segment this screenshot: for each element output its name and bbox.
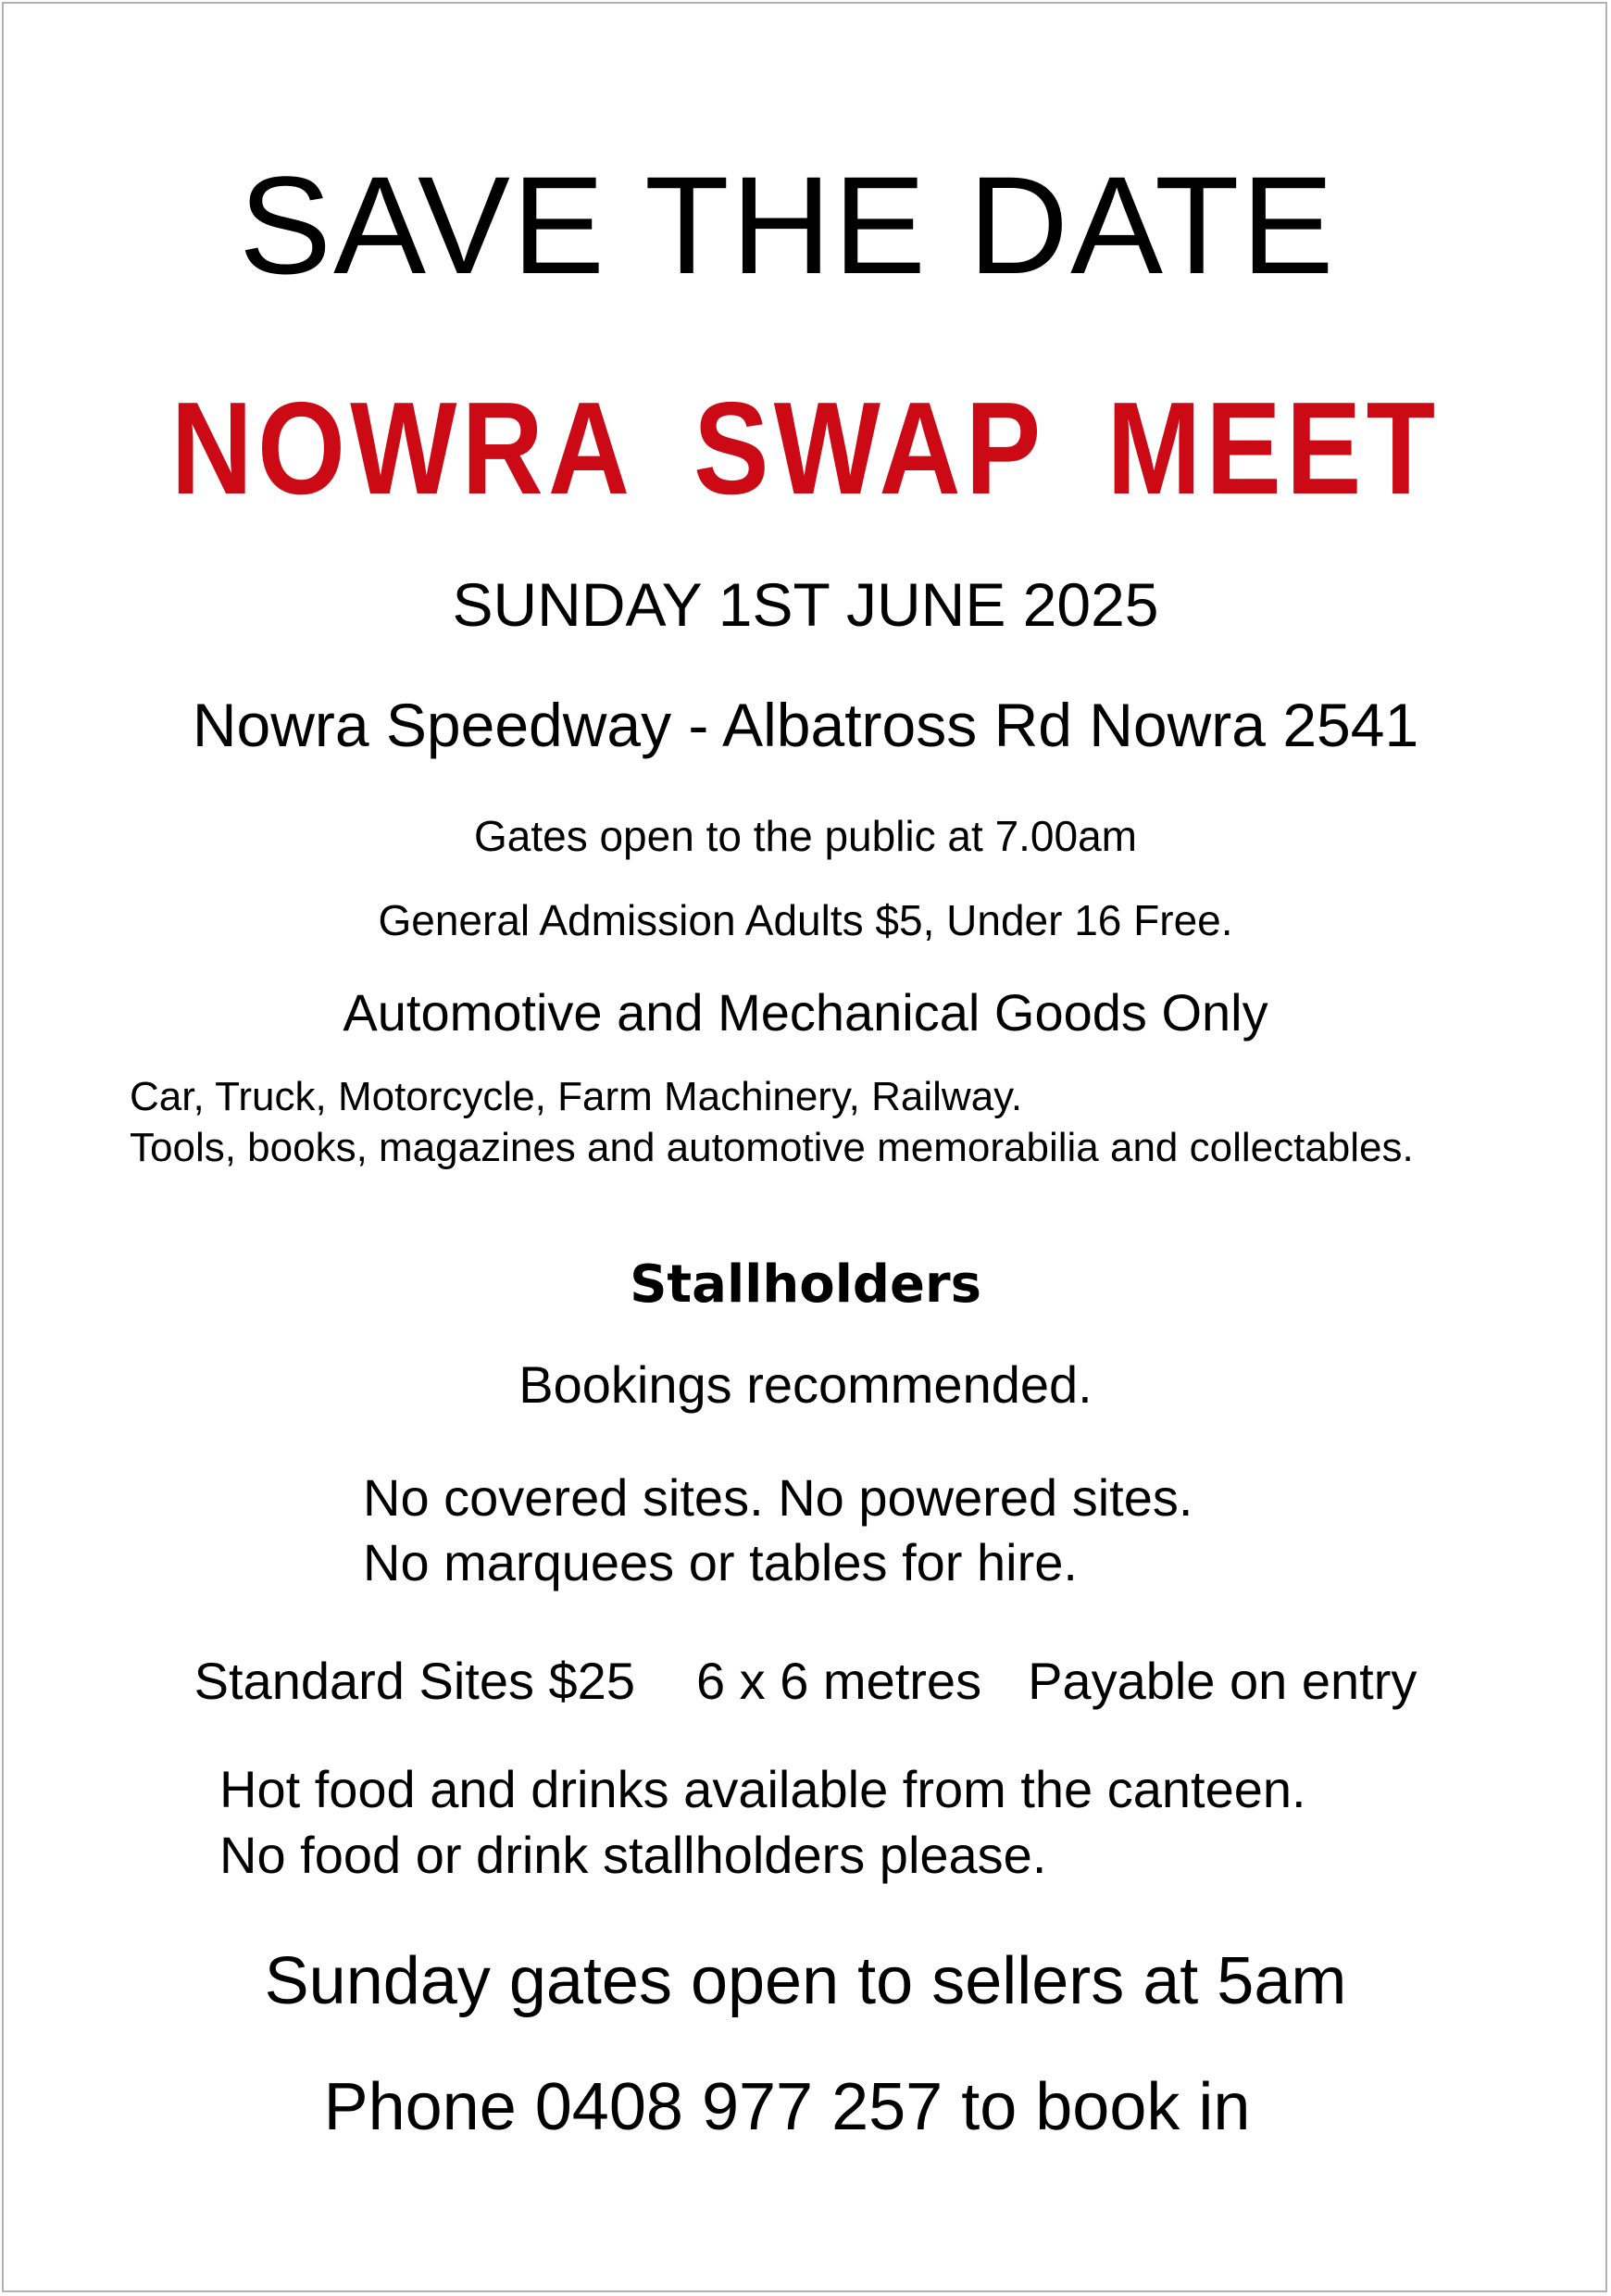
bookings-note: Bookings recommended. (518, 1355, 1093, 1414)
standard-sites-size: 6 x 6 metres (695, 1652, 982, 1710)
event-title: NOWRA SWAP MEET (170, 375, 1441, 522)
goods-restriction: Automotive and Mechanical Goods Only (343, 983, 1268, 1042)
goods-list-line-2: Tools, books, magazines and automotive memorabilia and collectables. (130, 1125, 1414, 1170)
standard-sites-row (0, 1652, 1611, 1710)
stallholders-heading: Stallholders (630, 1254, 981, 1315)
no-food-stalls-note: No food or drink stallholders please. (219, 1826, 1047, 1884)
event-venue: Nowra Speedway - Albatross Rd Nowra 2541 (192, 691, 1419, 759)
standard-sites-payment: Payable on entry (1028, 1652, 1417, 1710)
booking-phone: Phone 0408 977 257 to book in (323, 2070, 1251, 2144)
no-marquees-note: No marquees or tables for hire. (363, 1533, 1078, 1591)
no-covered-sites-note: No covered sites. No powered sites. (363, 1468, 1193, 1527)
save-the-date-heading: SAVE THE DATE (239, 147, 1336, 303)
public-gates-time: Gates open to the public at 7.00am (473, 812, 1138, 860)
admission-prices: General Admission Adults $5, Under 16 Free. (378, 896, 1233, 944)
canteen-note: Hot food and drinks available from the canteen. (219, 1760, 1306, 1818)
event-date: SUNDAY 1ST JUNE 2025 (452, 570, 1159, 639)
standard-sites-price: Standard Sites $25 (194, 1652, 635, 1710)
goods-list-line-1: Car, Truck, Motorcycle, Farm Machinery, Railway. (130, 1074, 1023, 1119)
sellers-gates-time: Sunday gates open to sellers at 5am (264, 1944, 1347, 2018)
